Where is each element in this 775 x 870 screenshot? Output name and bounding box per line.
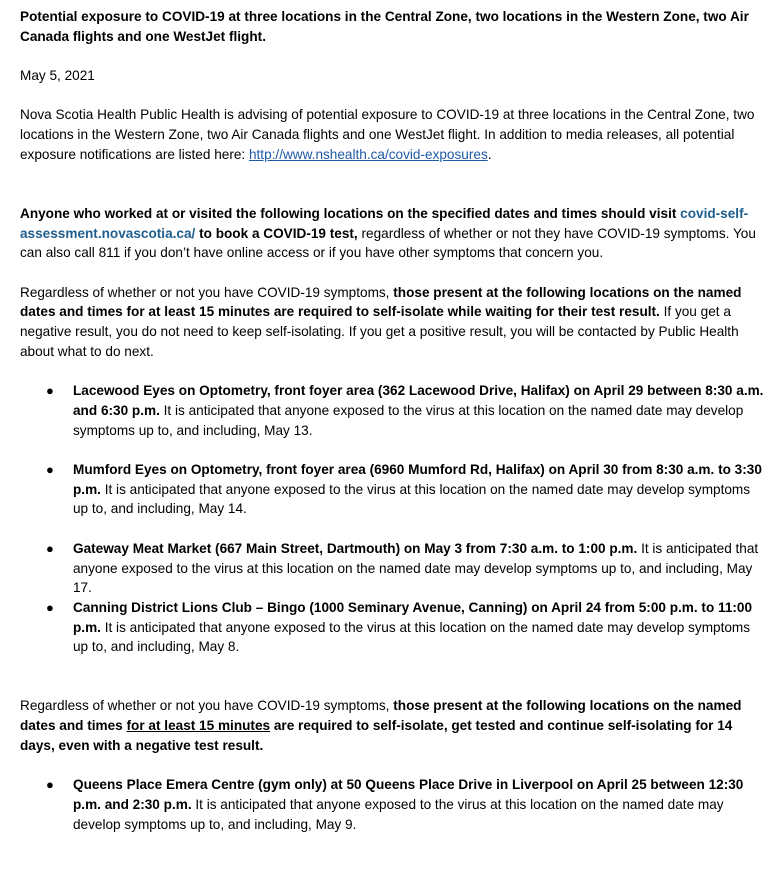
covid-exposures-link[interactable]: http://www.nshealth.ca/covid-exposures [248,146,488,162]
list-item: ● Mumford Eyes on Optometry, front foyer area (6960 Mumford Rd, Halifax) on April 30 from 8:30 a.m. to 3:30 p.m. It is anticipated that anyone exposed to the virus at this location on the named date may develop symptoms up to, and including, May 14. [46,462,762,517]
bullet-icon: ● [46,462,54,478]
bullet-icon: ● [46,540,54,556]
list-item: ● Canning District Lions Club – Bingo (1000 Seminary Avenue, Canning) on April 24 from 5:00 p.m. to 11:00 p.m. It is anticipated that anyone exposed to the virus at this location on the named date may develop symptoms up to, and including, May 8. [46,599,753,655]
page-title: Potential exposure to COVID-19 at three locations in the Central Zone, two locations in the Western Zone, two Air Canada flights and one WestJet flight. [20,9,749,44]
visit-paragraph: Anyone who worked at or visited the following locations on the specified dates and times should visit covid-self-assessment.novascotia.ca/ to book a COVID-19 test, regardless of whether or not they have COVID-19 symptoms. You can also call 811 if you don’t have online access or if you have other symptoms that concern you. [20,205,756,261]
bullet-icon: ● [46,777,54,793]
release-date: May 5, 2021 [20,68,95,84]
isolate-while-waiting-paragraph: Regardless of whether or not you have COVID-19 symptoms, those present at the following locations on the named dates and times for at least 15 minutes are required to self-isolate while waiting for their test result. If you get a negative result, you do not need to keep self-isolating. If you get a positive result, you will be contacted by Public Health about what to do next. [20,284,742,359]
bullet-icon: ● [46,599,54,615]
bullet-icon: ● [46,383,54,399]
self-assessment-link[interactable]: covid-self-assessment.novascotia.ca/ [20,205,749,241]
isolate-14-days-paragraph: Regardless of whether or not you have COVID-19 symptoms, those present at the following locations on the named dates and times for at least 15 minutes are required to self-isolate, get tested and continue self-isolating for 14 days, even with a negative test result. [20,698,742,753]
exposure-list-1 [20,381,768,657]
list-item: ● Queens Place Emera Centre (gym only) at 50 Queens Place Drive in Liverpool on April 25 between 12:30 p.m. and 2:30 p.m. It is anticipated that anyone exposed to the virus at this location on the named date may develop symptoms up to, and including, May 9. [46,777,744,832]
intro-paragraph: Nova Scotia Health Public Health is advising of potential exposure to COVID-19 at three locations in the Central Zone, two locations in the Western Zone, two Air Canada flights and one WestJet flight. In addition to media releases, all potential exposure notifications are listed here: http://www.nshealth.ca/covid-exposures. [20,107,755,162]
document-body [20,7,768,834]
list-item: ● Gateway Meat Market (667 Main Street, Dartmouth) on May 3 from 7:30 a.m. to 1:00 p.m. It is anticipated that anyone exposed to the virus at this location on the named date may develop symptoms up to, and including, May 17. [46,540,759,596]
intro-text: Nova Scotia Health Public Health is advising of potential exposure to COVID-19 at three locations in the Central Zone, two locations in the Western Zone, two Air Canada flights and one WestJet flight. In addition to media releases, all potential exposure notifications are listed here: [20,107,755,162]
list-item: ● Lacewood Eyes on Optometry, front foyer area (362 Lacewood Drive, Halifax) on April 29 between 8:30 a.m. and 6:30 p.m. It is anticipated that anyone exposed to the virus at this location on the named date may develop symptoms up to, and including, May 13. [46,383,764,438]
exposure-list-2 [20,775,768,834]
